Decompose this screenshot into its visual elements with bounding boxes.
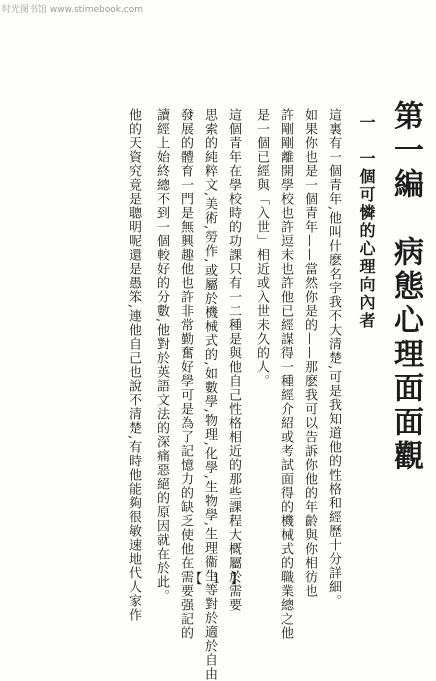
page-number: 【 1 】 bbox=[189, 572, 247, 587]
page-body bbox=[14, 18, 428, 681]
watermark: 时光图书馆 www.stimebook.com bbox=[2, 5, 144, 15]
paragraph-line: 思索的純粹文,美術,勞作,或屬於機械式的,如數學,物理,化學,生物學,生理衞生等對於適於自由 bbox=[202, 108, 217, 681]
paragraph-line: 這裏有一個青年,他叫什麽名字我不大清楚,可是我知道他的性格和經歷十分詳細。 bbox=[326, 108, 341, 609]
paragraph-line: 讀經上始終總不到一個較好的分數,他對於英語文法的深痛惡絕的原因就在於此。 bbox=[154, 108, 169, 604]
paragraph-line: 這個青年在學校時的功課只有一二種是與他自己性格相近的那些課程大概屬於需要 bbox=[226, 108, 241, 612]
paragraph-line: 發展的體育一門是無興趣他也許非常勤奮好學可是為了記憶力的缺乏使他在需要强記的 bbox=[178, 108, 193, 640]
paragraph-line: 如果你也是一個青年——當然你是的——那麽我可以告訴你他的年齡與你相彷也 bbox=[302, 108, 317, 598]
paragraph-line: 許剛剛離開學校也許逗末也許他已經謀得一種經介紹或考試面得的機械式的職業總之他 bbox=[278, 108, 293, 640]
section-heading: 一 一個可憐的心理向內者 bbox=[357, 114, 376, 330]
paragraph-line: 是一個已經與「入世」相近或入世未久的人。 bbox=[254, 108, 269, 388]
paragraph-line: 他的天資究竟是聰明呢還是愚笨,連他自己也說不清楚,有時他能夠很敏速地代人家作 bbox=[126, 108, 141, 623]
chapter-title: 第一編 病態心理面面觀 bbox=[388, 100, 423, 474]
